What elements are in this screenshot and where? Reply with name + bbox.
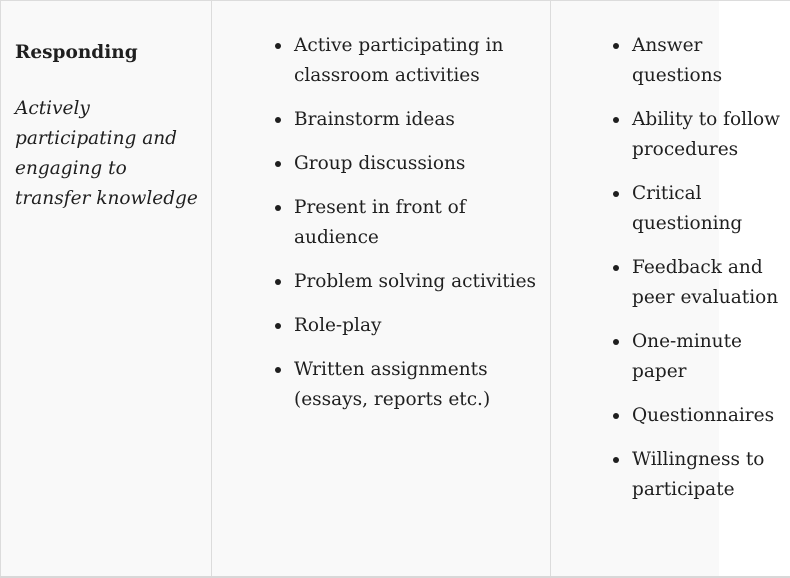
list-item: Present in front of audience: [294, 193, 549, 253]
list-item: Willingness to participate: [632, 445, 790, 505]
activities-list: [294, 31, 549, 429]
list-item: Written assignments (essays, reports etc.): [294, 355, 549, 415]
list-item: Critical questioning: [632, 179, 790, 239]
list-item: Ability to follow procedures: [632, 105, 790, 165]
level-heading: Responding: [15, 42, 138, 63]
bullet-icon: [613, 191, 619, 197]
list-item: Role-play: [294, 311, 549, 341]
bullet-icon: [613, 413, 619, 419]
bullet-icon: [613, 457, 619, 463]
activities-cell: [212, 1, 551, 576]
list-item: Problem solving activities: [294, 267, 549, 297]
list-item: Feedback and peer evaluation: [632, 253, 790, 313]
bullet-icon: [613, 43, 619, 49]
list-item: One-minute paper: [632, 327, 790, 387]
assessments-cell: [551, 1, 790, 576]
assessments-list: [632, 31, 790, 519]
bullet-icon: [275, 117, 281, 123]
list-item: Brainstorm ideas: [294, 105, 549, 135]
bullet-icon: [275, 43, 281, 49]
bullet-icon: [275, 161, 281, 167]
bullet-icon: [275, 279, 281, 285]
list-item: Group discussions: [294, 149, 549, 179]
list-item: Questionnaires: [632, 401, 790, 431]
bullet-icon: [275, 323, 281, 329]
bullet-icon: [613, 265, 619, 271]
bullet-icon: [613, 117, 619, 123]
list-item: Active participating in classroom activities: [294, 31, 549, 91]
level-cell: [0, 1, 212, 576]
list-item: Answer questions: [632, 31, 790, 91]
level-description: Actively participating and engaging to transfer knowledge: [15, 98, 198, 209]
bullet-icon: [613, 339, 619, 345]
bullet-icon: [275, 205, 281, 211]
bullet-icon: [275, 367, 281, 373]
